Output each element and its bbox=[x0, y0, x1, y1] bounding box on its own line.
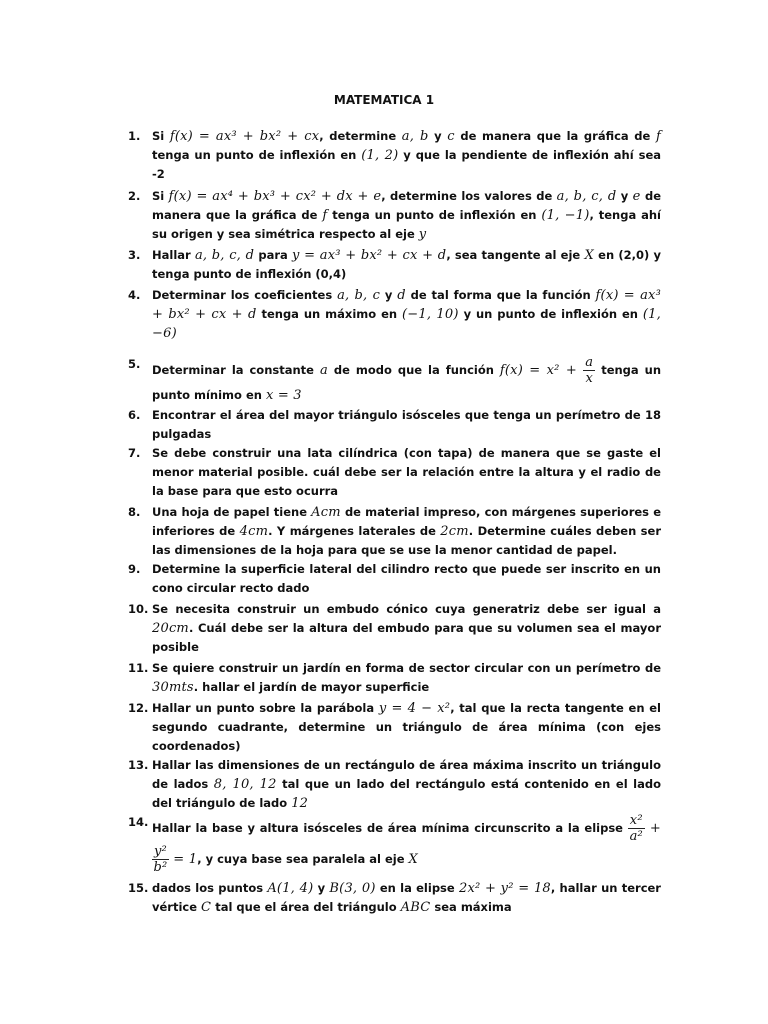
math-expression: a, b bbox=[401, 129, 429, 144]
problem-number: 10. bbox=[128, 602, 149, 616]
math-expression: C bbox=[201, 900, 212, 915]
problem-text bbox=[152, 129, 661, 181]
math-expression: 20cm bbox=[152, 621, 189, 636]
problem-text-run: Hallar un punto sobre la parábola bbox=[152, 701, 379, 715]
math-expression: a, b, c, d bbox=[194, 248, 255, 263]
math-expression: f(x) = x² + bbox=[499, 363, 584, 378]
problem-text-run: y un punto de inflexión en bbox=[458, 307, 643, 321]
math-expression: 8, 10, 12 bbox=[213, 777, 277, 792]
problem-item bbox=[118, 560, 661, 598]
fraction-numerator: y² bbox=[154, 844, 167, 859]
problem-text-run: y bbox=[616, 189, 633, 203]
math-expression: (1, −1) bbox=[541, 208, 590, 223]
problem-item bbox=[118, 699, 661, 756]
problem-text bbox=[152, 881, 661, 914]
problem-text bbox=[152, 562, 661, 595]
problem-number: 14. bbox=[128, 815, 149, 829]
problem-item bbox=[118, 813, 661, 875]
page-title: MATEMATICA 1 bbox=[333, 93, 435, 107]
math-fraction bbox=[628, 813, 645, 844]
problem-text-run: Hallar la base y altura isósceles de área mínima circunscrito a la elipse bbox=[152, 821, 628, 835]
fraction-numerator: a bbox=[585, 355, 594, 370]
problem-number: 9. bbox=[128, 562, 141, 576]
problem-text-run: . Cuál debe ser la altura del embudo para que su volumen sea el mayor posible bbox=[152, 621, 661, 654]
fraction-numerator: x² bbox=[629, 813, 643, 828]
problem-text-run: Se necesita construir un embudo cónico cuya generatriz debe ser igual a bbox=[152, 602, 661, 616]
math-expression: y bbox=[418, 227, 427, 242]
problem-text bbox=[152, 189, 661, 241]
problem-text-run: Se quiere construir un jardín en forma de sector circular con un perímetro de bbox=[152, 661, 661, 675]
problem-text bbox=[152, 758, 661, 810]
problem-text-run: de manera que la gráfica de bbox=[454, 129, 656, 143]
math-expression: f bbox=[322, 208, 328, 223]
math-expression: y = ax³ + bx² + cx + d bbox=[292, 248, 447, 263]
problem-text-run: Si bbox=[152, 189, 169, 203]
problem-text-run: Se debe construir una lata cilíndrica (con tapa) de manera que se gaste el menor material posible. cuál debe ser la relación entre la altura y el radio de la base para que esto ocurra bbox=[152, 446, 661, 498]
math-expression: 4cm bbox=[239, 524, 269, 539]
math-expression: d bbox=[397, 288, 406, 303]
problem-text-run: Determinar la constante bbox=[152, 363, 320, 377]
problem-number: 6. bbox=[128, 408, 141, 422]
math-expression: (1, 2) bbox=[361, 148, 399, 163]
problem-item bbox=[118, 187, 661, 244]
problem-text bbox=[152, 355, 662, 403]
problem-text-run: tenga un punto de inflexión en bbox=[152, 148, 362, 162]
problem-item bbox=[118, 503, 661, 560]
problem-text-run: . Y márgenes laterales de bbox=[268, 524, 441, 538]
problem-item bbox=[118, 879, 661, 917]
problem-text-run: y que la pendiente de inflexión ahí sea -2 bbox=[152, 148, 662, 181]
problem-text bbox=[152, 602, 661, 654]
problem-text bbox=[152, 701, 661, 753]
math-expression: f bbox=[655, 129, 661, 144]
problem-text bbox=[152, 446, 661, 498]
problem-text-run: Hallar bbox=[152, 248, 195, 262]
math-expression: a bbox=[319, 363, 328, 378]
math-expression: B(3, 0) bbox=[329, 881, 376, 896]
problem-text-run: en (2,0) y tenga punto de inflexión (0,4) bbox=[152, 248, 662, 281]
problem-number: 4. bbox=[128, 288, 141, 302]
problem-number: 11. bbox=[128, 661, 149, 675]
math-expression: y = 4 − x² bbox=[378, 701, 451, 716]
math-expression: + bbox=[644, 821, 661, 836]
fraction-denominator: x bbox=[585, 371, 594, 386]
problem-text-run: Determinar los coeficientes bbox=[152, 288, 338, 302]
fraction-denominator: b² bbox=[153, 860, 168, 875]
problem-text-run: , determine bbox=[319, 129, 402, 143]
problem-item bbox=[118, 756, 661, 813]
problem-text bbox=[152, 248, 661, 281]
problem-number: 5. bbox=[128, 357, 141, 371]
problem-text-run: tal que el área del triángulo bbox=[211, 900, 401, 914]
problem-text-run: y bbox=[380, 288, 398, 302]
problem-text-run: . hallar el jardín de mayor superficie bbox=[193, 680, 430, 694]
problem-item bbox=[118, 659, 661, 697]
math-expression: 12 bbox=[291, 796, 309, 811]
fraction-denominator: a² bbox=[629, 829, 643, 844]
math-expression: 2x² + y² = 18 bbox=[458, 881, 551, 896]
problem-text-run: de manera que la gráfica de bbox=[152, 189, 661, 222]
problem-text-run: y bbox=[313, 881, 330, 895]
problem-text bbox=[152, 408, 661, 441]
problem-number: 2. bbox=[128, 189, 141, 203]
math-expression: f(x) = ax³ + bx² + cx bbox=[169, 129, 320, 144]
problem-item bbox=[118, 355, 661, 405]
problem-text-run: , hallar un tercer vértice bbox=[152, 881, 661, 914]
math-fraction bbox=[583, 355, 595, 386]
problem-text-run: y bbox=[428, 129, 448, 143]
problem-item bbox=[118, 600, 661, 657]
problem-text-run: sea máxima bbox=[430, 900, 512, 914]
problem-text bbox=[152, 505, 661, 557]
problem-text bbox=[152, 813, 661, 875]
problem-item bbox=[118, 127, 661, 184]
problem-text-run: Una hoja de papel tiene bbox=[152, 505, 312, 519]
math-expression: (−1, 10) bbox=[402, 307, 459, 322]
problem-item bbox=[118, 406, 661, 444]
problem-text-run: , y cuya base sea paralela al eje bbox=[197, 852, 409, 866]
problem-text bbox=[152, 288, 661, 340]
problem-text-run: en la elipse bbox=[375, 881, 459, 895]
math-expression: a, b, c bbox=[337, 288, 381, 303]
problem-item bbox=[118, 444, 661, 501]
problem-text-run: Determine la superficie lateral del cilindro recto que puede ser inscrito en un cono circular recto dado bbox=[152, 562, 661, 595]
math-expression: Acm bbox=[311, 505, 341, 520]
problem-text-run: tenga un máximo en bbox=[256, 307, 402, 321]
problem-text-run: , tenga ahí su origen y sea simétrica respecto al eje bbox=[152, 208, 661, 241]
problem-text-run: , sea tangente al eje bbox=[446, 248, 585, 262]
problem-text-run: , tal que la recta tangente en el segundo cuadrante, determine un triángulo de área mínima (con ejes coordenados) bbox=[152, 701, 661, 753]
problem-text-run: tenga un punto mínimo en bbox=[152, 363, 662, 402]
math-expression: X bbox=[408, 852, 418, 867]
problem-number: 1. bbox=[128, 129, 141, 143]
math-expression: X bbox=[584, 248, 594, 263]
problem-text-run: de material impreso, con márgenes superiores e inferiores de bbox=[152, 505, 661, 538]
problem-text-run: de tal forma que la función bbox=[405, 288, 596, 302]
problem-text-run: dados los puntos bbox=[152, 881, 268, 895]
problem-number: 7. bbox=[128, 446, 141, 460]
problem-text bbox=[152, 661, 661, 694]
math-expression: x = 3 bbox=[265, 388, 302, 403]
problem-number: 15. bbox=[128, 881, 149, 895]
problem-text-run: Si bbox=[152, 129, 170, 143]
problem-text-run: tal que un lado del rectángulo está contenido en el lado del triángulo de lado bbox=[152, 777, 662, 810]
problem-text-run: de modo que la función bbox=[327, 363, 500, 377]
problem-text-run: , determine los valores de bbox=[381, 189, 557, 203]
math-fraction bbox=[152, 844, 169, 875]
math-expression: A(1, 4) bbox=[267, 881, 314, 896]
math-expression: f(x) = ax⁴ + bx³ + cx² + dx + e bbox=[168, 189, 382, 204]
math-expression: = 1 bbox=[168, 852, 198, 867]
problem-number: 13. bbox=[128, 758, 149, 772]
problem-text-run: Encontrar el área del mayor triángulo isósceles que tenga un perímetro de 18 pulgadas bbox=[152, 408, 661, 441]
math-expression: 30mts bbox=[152, 680, 194, 695]
math-expression: c bbox=[447, 129, 455, 144]
math-expression: f(x) = ax³ + bx² + cx + d bbox=[152, 288, 661, 322]
problem-text-run: para bbox=[254, 248, 292, 262]
problem-number: 3. bbox=[128, 248, 141, 262]
problem-number: 8. bbox=[128, 505, 141, 519]
problem-text-run: Hallar las dimensiones de un rectángulo de área máxima inscrito un triángulo de lados bbox=[152, 758, 661, 791]
math-expression: a, b, c, d bbox=[556, 189, 617, 204]
math-expression: (1, −6) bbox=[152, 307, 661, 341]
problem-item bbox=[118, 246, 661, 284]
math-expression: 2cm bbox=[440, 524, 469, 539]
math-expression: e bbox=[632, 189, 641, 204]
problem-list bbox=[118, 127, 661, 917]
problem-item bbox=[118, 286, 661, 343]
problem-number: 12. bbox=[128, 701, 149, 715]
math-expression: ABC bbox=[400, 900, 431, 915]
problem-text-run: . Determine cuáles deben ser las dimensiones de la hoja para que se use la menor cantidad de papel. bbox=[152, 524, 661, 557]
problem-text-run: tenga un punto de inflexión en bbox=[327, 208, 542, 222]
